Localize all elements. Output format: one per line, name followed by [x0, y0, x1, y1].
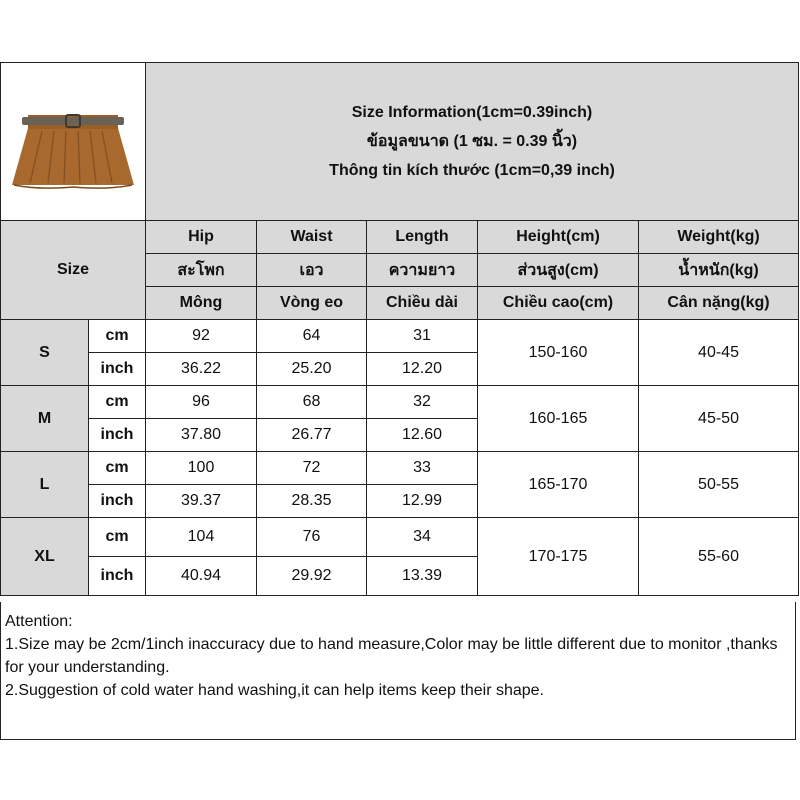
size-header: Size [1, 221, 146, 320]
waist-inch: 26.77 [257, 419, 367, 452]
hip-cm: 92 [146, 320, 257, 353]
title-vietnamese: Thông tin kích thước (1cm=0,39 inch) [329, 162, 615, 179]
attention-note-1: 1.Size may be 2cm/1inch inaccuracy due to hand measure,Color may be little different due to monitor ,thanks for your understanding. [5, 636, 778, 676]
weight-range: 55-60 [639, 518, 799, 596]
col-height-th: ส่วนสูง(cm) [478, 254, 639, 287]
unit-inch: inch [89, 485, 146, 518]
waist-cm: 64 [257, 320, 367, 353]
col-waist-th: เอว [257, 254, 367, 287]
size-l: L [1, 452, 89, 518]
hip-inch: 36.22 [146, 353, 257, 386]
col-weight-th: น้ำหนัก(kg) [639, 254, 799, 287]
unit-cm: cm [89, 386, 146, 419]
col-weight-vi: Cân nặng(kg) [639, 287, 799, 320]
title-english: Size Information(1cm=0.39inch) [351, 104, 593, 121]
table-row [1, 518, 799, 557]
size-s: S [1, 320, 89, 386]
weight-range: 50-55 [639, 452, 799, 518]
hip-inch: 37.80 [146, 419, 257, 452]
col-height-en: Height(cm) [478, 221, 639, 254]
col-weight-en: Weight(kg) [639, 221, 799, 254]
col-height-vi: Chiều cao(cm) [478, 287, 639, 320]
attention-heading: Attention: [5, 613, 73, 630]
length-inch: 12.99 [367, 485, 478, 518]
length-cm: 34 [367, 518, 478, 557]
waist-inch: 29.92 [257, 557, 367, 596]
height-range: 160-165 [478, 386, 639, 452]
table-row [1, 386, 799, 419]
skirt-image [8, 87, 138, 197]
size-m: M [1, 386, 89, 452]
waist-inch: 28.35 [257, 485, 367, 518]
height-range: 150-160 [478, 320, 639, 386]
size-table [0, 62, 799, 596]
waist-cm: 76 [257, 518, 367, 557]
unit-inch: inch [89, 419, 146, 452]
col-hip-vi: Mông [146, 287, 257, 320]
unit-cm: cm [89, 518, 146, 557]
waist-cm: 72 [257, 452, 367, 485]
product-image-cell [1, 63, 146, 221]
col-hip-th: สะโพก [146, 254, 257, 287]
height-range: 165-170 [478, 452, 639, 518]
hip-inch: 39.37 [146, 485, 257, 518]
col-length-th: ความยาว [367, 254, 478, 287]
length-cm: 33 [367, 452, 478, 485]
table-row [1, 452, 799, 485]
col-waist-vi: Vòng eo [257, 287, 367, 320]
attention-note-2: 2.Suggestion of cold water hand washing,it can help items keep their shape. [5, 682, 544, 699]
hip-inch: 40.94 [146, 557, 257, 596]
weight-range: 45-50 [639, 386, 799, 452]
size-xl: XL [1, 518, 89, 596]
hip-cm: 100 [146, 452, 257, 485]
length-inch: 12.60 [367, 419, 478, 452]
waist-inch: 25.20 [257, 353, 367, 386]
length-cm: 32 [367, 386, 478, 419]
size-information-title [146, 63, 799, 221]
unit-inch: inch [89, 557, 146, 596]
length-inch: 13.39 [367, 557, 478, 596]
col-length-vi: Chiều dài [367, 287, 478, 320]
height-range: 170-175 [478, 518, 639, 596]
weight-range: 40-45 [639, 320, 799, 386]
table-row [1, 320, 799, 353]
unit-inch: inch [89, 353, 146, 386]
hip-cm: 104 [146, 518, 257, 557]
col-hip-en: Hip [146, 221, 257, 254]
unit-cm: cm [89, 320, 146, 353]
unit-cm: cm [89, 452, 146, 485]
waist-cm: 68 [257, 386, 367, 419]
title-thai: ข้อมูลขนาด (1 ซม. = 0.39 นิ้ว) [366, 133, 578, 150]
length-cm: 31 [367, 320, 478, 353]
length-inch: 12.20 [367, 353, 478, 386]
hip-cm: 96 [146, 386, 257, 419]
col-waist-en: Waist [257, 221, 367, 254]
attention-notes [0, 602, 796, 740]
col-length-en: Length [367, 221, 478, 254]
